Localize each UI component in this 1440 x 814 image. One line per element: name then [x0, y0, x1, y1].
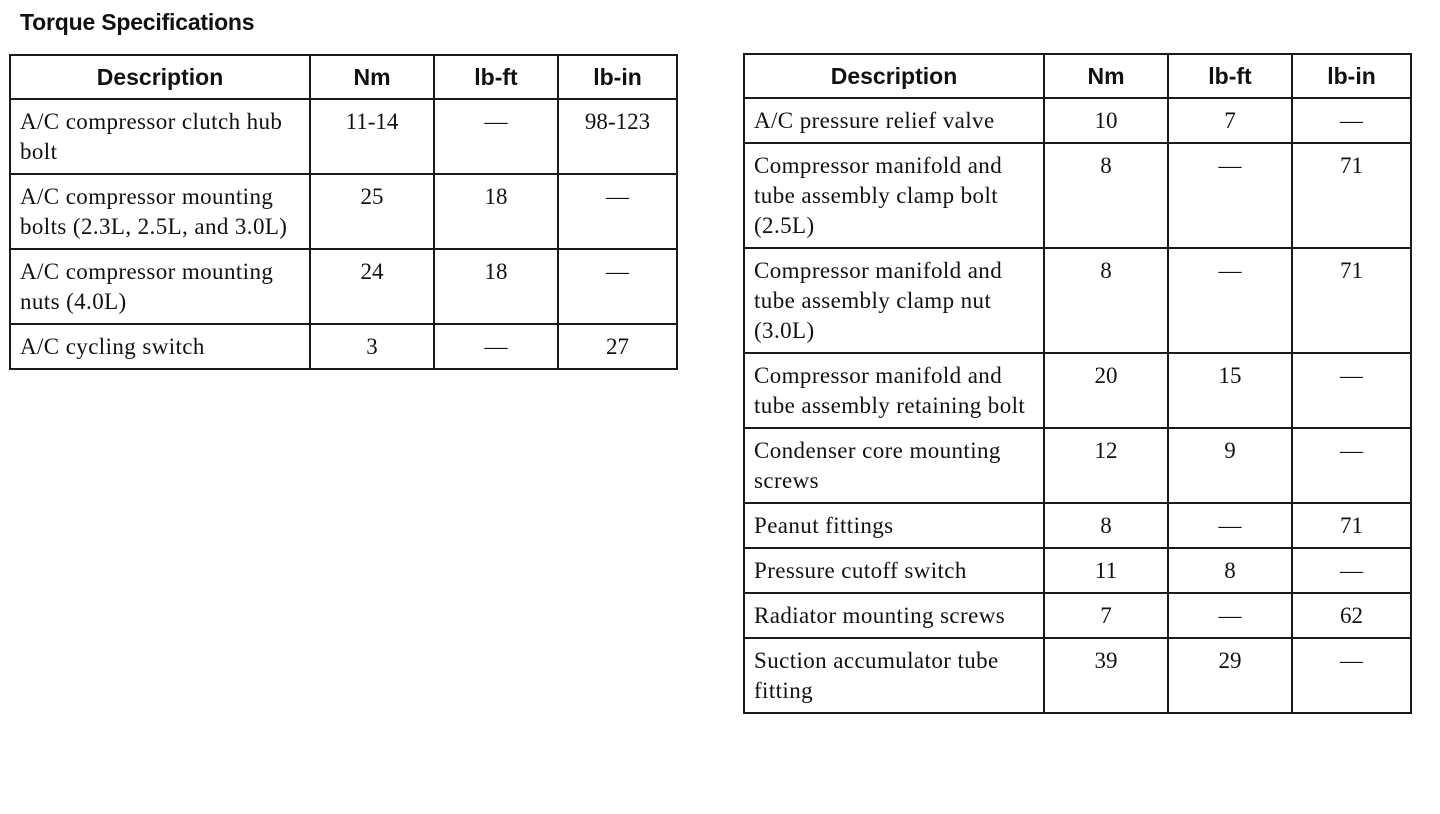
- row-description: Condenser core mounting screws: [744, 428, 1044, 503]
- row-description: A/C compressor clutch hub bolt: [10, 99, 310, 174]
- row-lbft: 18: [434, 174, 558, 249]
- row-nm: 25: [310, 174, 434, 249]
- row-nm: 24: [310, 249, 434, 324]
- row-lbft: 18: [434, 249, 558, 324]
- row-lbin: 71: [1292, 143, 1411, 248]
- row-nm: 7: [1044, 593, 1168, 638]
- row-description: Compressor manifold and tube assembly clamp bolt (2.5L): [744, 143, 1044, 248]
- row-lbin: 71: [1292, 248, 1411, 353]
- column-header-description: Description: [10, 55, 310, 99]
- row-lbft: —: [434, 99, 558, 174]
- torque-table-right: [743, 53, 1412, 714]
- column-header-lbin: lb-in: [558, 55, 677, 99]
- table-row: [10, 324, 677, 369]
- row-nm: 8: [1044, 248, 1168, 353]
- table-row: [744, 98, 1411, 143]
- row-description: A/C pressure relief valve: [744, 98, 1044, 143]
- row-nm: 8: [1044, 503, 1168, 548]
- row-description: A/C cycling switch: [10, 324, 310, 369]
- table-row: [744, 503, 1411, 548]
- row-nm: 10: [1044, 98, 1168, 143]
- row-lbin: —: [1292, 98, 1411, 143]
- table-row: [10, 249, 677, 324]
- column-header-nm: Nm: [310, 55, 434, 99]
- column-header-lbft: lb-ft: [434, 55, 558, 99]
- page-title: Torque Specifications: [20, 9, 255, 35]
- table-header-row: [10, 55, 677, 99]
- column-header-description: Description: [744, 54, 1044, 98]
- row-description: Pressure cutoff switch: [744, 548, 1044, 593]
- row-nm: 11: [1044, 548, 1168, 593]
- row-description: A/C compressor mounting bolts (2.3L, 2.5L, and 3.0L): [10, 174, 310, 249]
- row-lbin: 71: [1292, 503, 1411, 548]
- row-nm: 8: [1044, 143, 1168, 248]
- row-description: Radiator mounting screws: [744, 593, 1044, 638]
- row-lbft: —: [1168, 143, 1292, 248]
- row-nm: 20: [1044, 353, 1168, 428]
- row-description: Compressor manifold and tube assembly clamp nut (3.0L): [744, 248, 1044, 353]
- table-row: [744, 143, 1411, 248]
- row-lbft: 9: [1168, 428, 1292, 503]
- table-row: [744, 353, 1411, 428]
- table-row: [744, 548, 1411, 593]
- column-header-lbin: lb-in: [1292, 54, 1411, 98]
- row-nm: 12: [1044, 428, 1168, 503]
- column-header-lbft: lb-ft: [1168, 54, 1292, 98]
- table-row: [10, 99, 677, 174]
- row-nm: 11-14: [310, 99, 434, 174]
- row-lbin: —: [558, 249, 677, 324]
- row-nm: 39: [1044, 638, 1168, 713]
- table-row: [744, 428, 1411, 503]
- table-header-row: [744, 54, 1411, 98]
- row-lbin: —: [558, 174, 677, 249]
- row-lbin: —: [1292, 548, 1411, 593]
- row-nm: 3: [310, 324, 434, 369]
- row-lbin: —: [1292, 638, 1411, 713]
- row-description: Compressor manifold and tube assembly retaining bolt: [744, 353, 1044, 428]
- row-lbin: 62: [1292, 593, 1411, 638]
- row-lbft: —: [1168, 503, 1292, 548]
- row-lbft: 8: [1168, 548, 1292, 593]
- torque-table-left: [9, 54, 678, 370]
- row-description: Peanut fittings: [744, 503, 1044, 548]
- table-row: [744, 593, 1411, 638]
- row-lbin: —: [1292, 428, 1411, 503]
- row-lbft: 7: [1168, 98, 1292, 143]
- row-lbin: 98-123: [558, 99, 677, 174]
- row-description: A/C compressor mounting nuts (4.0L): [10, 249, 310, 324]
- row-lbft: —: [434, 324, 558, 369]
- row-lbft: 15: [1168, 353, 1292, 428]
- row-lbin: 27: [558, 324, 677, 369]
- row-description: Suction accumulator tube fitting: [744, 638, 1044, 713]
- row-lbin: —: [1292, 353, 1411, 428]
- row-lbft: —: [1168, 248, 1292, 353]
- column-header-nm: Nm: [1044, 54, 1168, 98]
- row-lbft: —: [1168, 593, 1292, 638]
- table-row: [10, 174, 677, 249]
- table-row: [744, 638, 1411, 713]
- row-lbft: 29: [1168, 638, 1292, 713]
- table-row: [744, 248, 1411, 353]
